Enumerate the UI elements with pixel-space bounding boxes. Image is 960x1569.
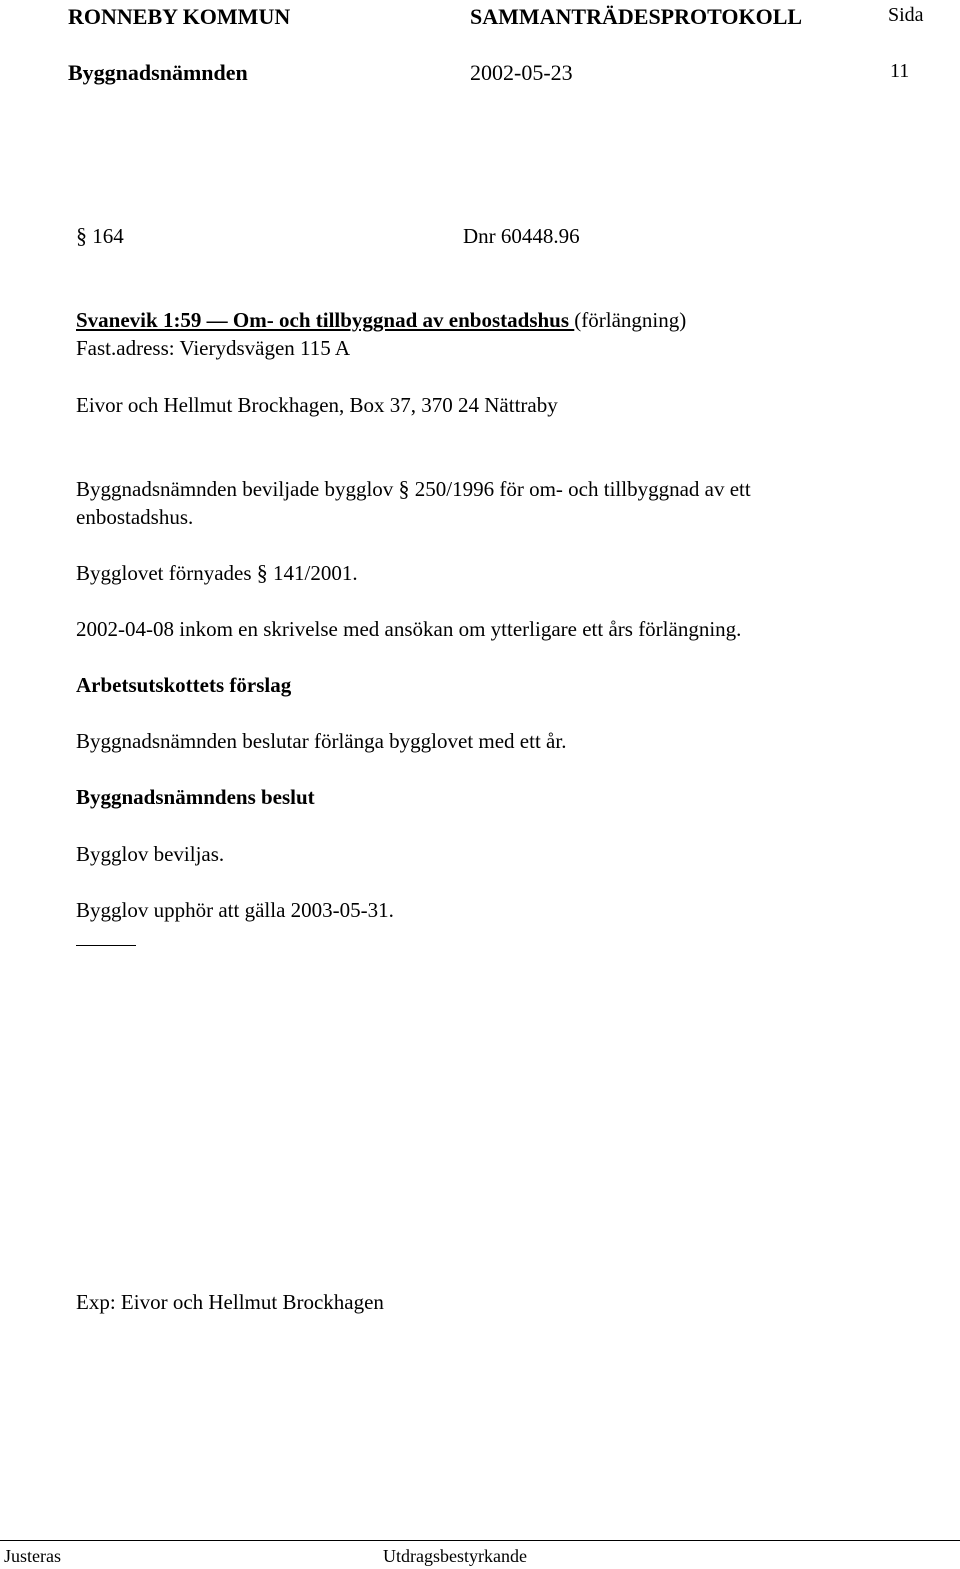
paragraph-2 [76,559,358,587]
property-address: Fast.adress: Vierydsvägen 115 A [76,336,351,360]
document-type: SAMMANTRÄDESPROTOKOLL [470,4,803,29]
applicant: Eivor och Hellmut Brockhagen, Box 37, 370 24 Nättraby [76,393,558,417]
paragraph-number: 164 [92,224,124,248]
case-dnr: Dnr 60448.96 [463,224,580,248]
footer-divider [0,1540,960,1541]
case-title-suffix: (förlängning) [574,308,687,332]
paragraph-2-after: 141/2001. [267,561,358,585]
municipality-name: RONNEBY KOMMUN [68,4,291,29]
paragraph-1-after: 250/1996 för om- och tillbyggnad av ett [409,477,751,501]
expedition: Exp: Eivor och Hellmut Brockhagen [76,1290,384,1314]
paragraph-2-before: Bygglovet förnyades [76,561,257,585]
case-title-bold: Svanevik 1:59 — Om- och tillbyggnad av enbostadshus [76,308,575,332]
paragraph-3: 2002-04-08 inkom en skrivelse med ansökan om ytterligare ett års förlängning. [76,617,742,641]
decision-heading: Byggnadsnämndens beslut [76,785,315,809]
section-sign: § [398,476,410,501]
committee-name: Byggnadsnämnden [68,60,248,85]
proposal-text: Byggnadsnämnden beslutar förlänga bygglovet med ett år. [76,729,567,753]
meeting-date: 2002-05-23 [470,60,573,85]
decision-line-2: Bygglov upphör att gälla 2003-05-31. [76,898,394,922]
paragraph-1-before: Byggnadsnämnden beviljade bygglov [76,477,399,501]
section-sign: § [256,560,268,585]
section-sign: § [76,223,87,248]
decision-line-1: Bygglov beviljas. [76,842,225,866]
paragraph-1-line-1 [76,475,751,503]
end-rule [76,945,136,946]
paragraph-number-line [76,222,124,250]
paragraph-1-line-2: enbostadshus. [76,505,194,529]
page-number: 11 [890,60,910,82]
page-label: Sida [888,4,924,26]
case-title [76,306,686,334]
proposal-heading: Arbetsutskottets förslag [76,673,292,697]
footer-utdragsbestyrkande: Utdragsbestyrkande [383,1546,527,1566]
footer-justeras: Justeras [4,1546,61,1566]
